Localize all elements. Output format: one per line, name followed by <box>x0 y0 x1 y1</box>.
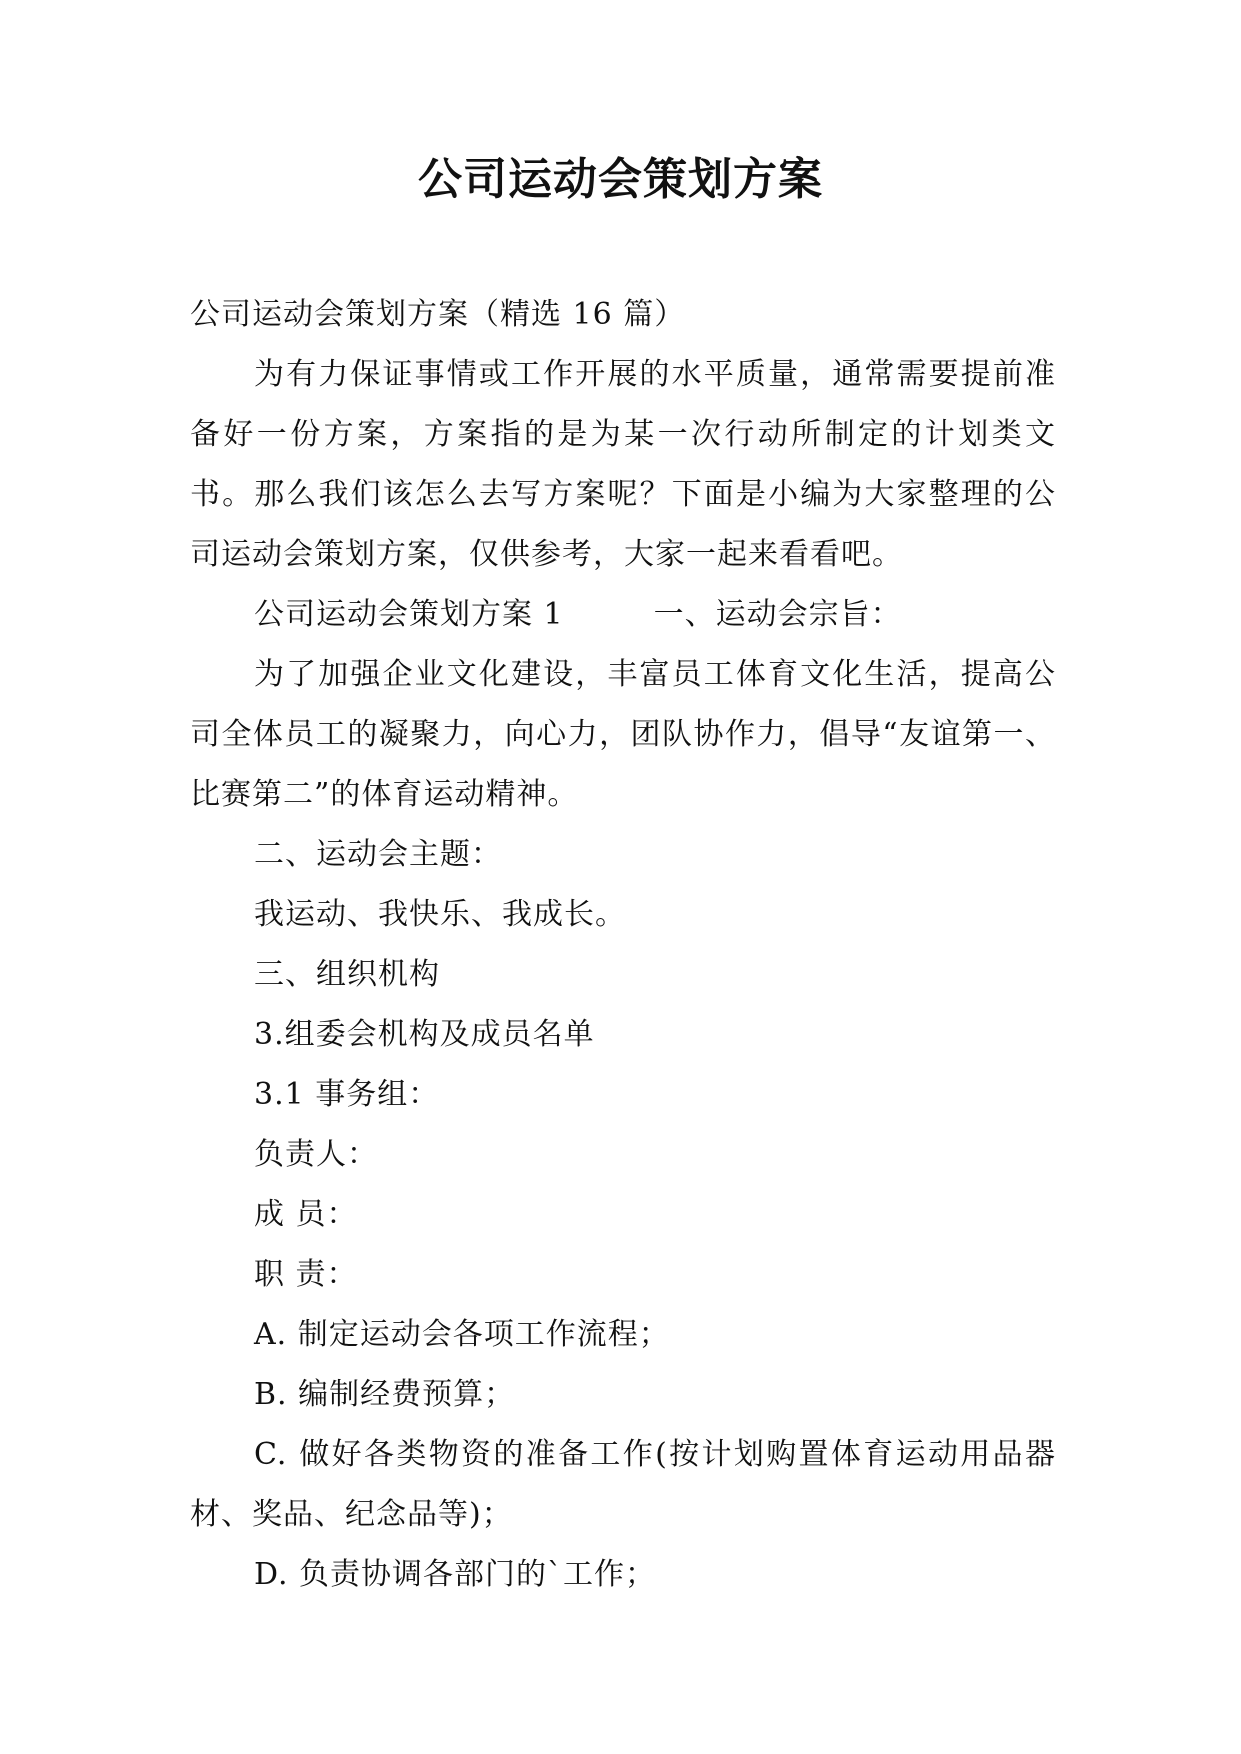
duty-d: D. 负责协调各部门的`工作； <box>254 1557 657 1592</box>
affairs-group-heading: 3.1 事务组： <box>254 1077 440 1112</box>
theme-heading: 二、运动会主题： <box>254 837 502 872</box>
intro-paragraph: 为有力保证事情或工作开展的水平质量，通常需要提前准备好一份方案，方案指的是为某一次行动所制定的计划类文书。那么我们该怎么去写方案呢？下面是小编为大家整理的公司运动会策划方案，仅供参考，大家一起来看看吧。 <box>190 357 1056 572</box>
duty-b: B. 编制经费预算； <box>254 1377 516 1412</box>
document-title: 公司运动会策划方案 <box>418 154 823 205</box>
members-line: 成 员： <box>254 1197 358 1232</box>
duty-c: C. 做好各类物资的准备工作(按计划购置体育运动用品器材、奖品、纪念品等)； <box>190 1437 1056 1532</box>
organization-subheading: 3.组委会机构及成员名单 <box>254 1017 595 1052</box>
theme-text: 我运动、我快乐、我成长。 <box>254 897 626 932</box>
section-1-heading-line <box>190 585 1056 645</box>
section-1-heading: 公司运动会策划方案 1 <box>254 597 564 632</box>
leader-line: 负责人： <box>254 1137 378 1172</box>
duties-line: 职 责： <box>254 1257 358 1292</box>
duty-a: A. 制定运动会各项工作流程； <box>254 1317 670 1352</box>
organization-heading: 三、组织机构 <box>254 957 440 992</box>
document-body <box>190 285 1056 1605</box>
document-subtitle: 公司运动会策划方案（精选 16 篇） <box>190 297 686 332</box>
purpose-paragraph: 为了加强企业文化建设，丰富员工体育文化生活，提高公司全体员工的凝聚力，向心力，团队协作力，倡导“友谊第一、比赛第二”的体育运动精神。 <box>190 657 1056 812</box>
purpose-heading: 一、运动会宗旨： <box>653 597 902 632</box>
